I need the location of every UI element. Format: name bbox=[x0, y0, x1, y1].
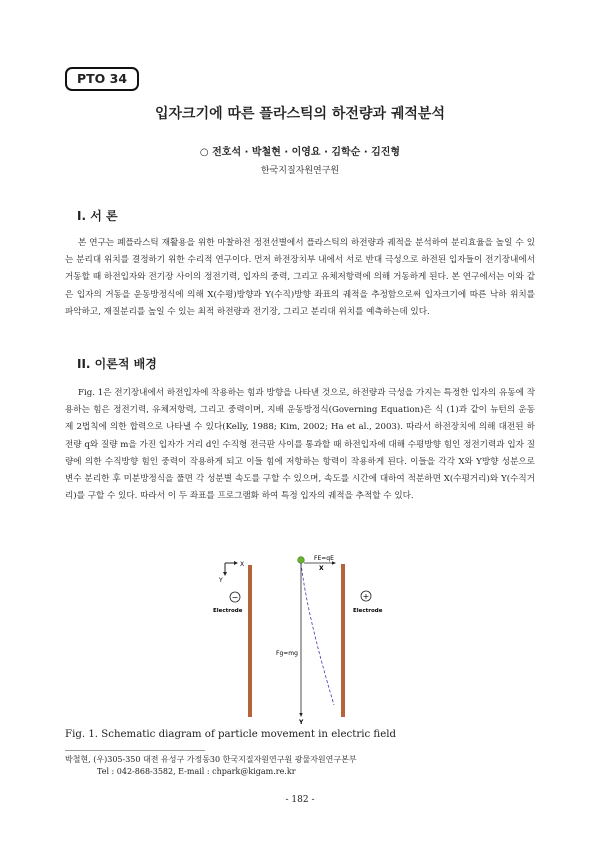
x-arrow-head bbox=[234, 561, 238, 565]
paper-title: 입자크기에 따른 플라스틱의 하전량과 궤적분석 bbox=[155, 106, 445, 122]
particle-trajectory bbox=[301, 563, 334, 705]
affiliation: 한국지질자원연구원 bbox=[260, 166, 340, 176]
axis-y-label: Y bbox=[219, 577, 223, 584]
session-badge: PTO 34 bbox=[65, 67, 139, 91]
electric-force-label: FE=qE bbox=[314, 555, 334, 562]
gravity-force-label: Fg=mg bbox=[276, 650, 298, 657]
footnote-contact: Tel : 042-868-3582, E-mail : chpark@kigam.re.kr bbox=[97, 767, 296, 776]
theory-paragraph: Fig. 1은 전기장내에서 하전입자에 작용하는 힘과 방향을 나타낸 것으로, 하전량과 극성을 가지는 특정한 입자의 유동에 작용하는 힘은 정전기력, 유체저항력, 그리고 중력이며, 지배 운동방정식(Governing Equation)은 식 (1)과 같이 뉴턴의 운동 제 2법칙에 의한 합력으로 나타낼 수 있다(Kelly, 1988; Kim, 2002; Ha et al., 2003). 따라서 하전장치에 의해 대전된 하전량 q와 질량 m을 가진 입자가 거리 d인 수직형 전극판 사이를 통과할 때 하전입자에 대해 수평방향 힘인 정전기력과 입자 질량에 의한 수직방향 힘인 중력이 작용하게 되고 이들 힘에 저항하는 항력이 작용하게 된다. 이들을 각각 X와 Y방향 성분으로 변수 분리한 후 미분방정식을 풀면 각 성분별 속도를 구할 수 있으며, 속도를 시간에 대하여 적분하면 X(수평거리)와 Y(수직거리)를 구할 수 있다. 따라서 이 두 좌표를 프로그램화 하여 특정 입자의 궤적을 추적할 수 있다. bbox=[65, 388, 535, 502]
page-number: - 182 - bbox=[285, 795, 315, 805]
electric-force-arrow-head bbox=[332, 561, 336, 564]
left-electrode-label: Electrode bbox=[213, 608, 243, 614]
footnote-divider bbox=[65, 750, 205, 751]
intro-paragraph: 본 연구는 폐플라스틱 재활용을 위한 마찰하전 정전선별에서 플라스틱의 하전량과 궤적을 분석하여 분리효율을 높일 수 있는 분리대 위치를 결정하기 위한 수리적 연구이다. 먼저 하전장치부 내에서 서로 반대 극성으로 하전된 입자들이 전기장내에서 거동할 때 하전입자와 전기장 사이의 정전기력, 입자의 중력, 그리고 유체저항력에 의해 거동하게 된다. 본 연구에서는 이와 같은 입자의 거동을 운동방정식에 의해 X(수평)방향과 Y(수직)방향 좌표의 궤적을 추정함으로써 입자크기에 따른 낙하 위치를 파악하고, 재질분리를 높일 수 있는 최적 하전량과 전기장, 그리고 분리대 위치를 예측하는데 있다. bbox=[65, 238, 535, 317]
horizontal-distance-label: X bbox=[319, 565, 324, 572]
right-electrode-plate bbox=[341, 564, 345, 717]
section-heading-intro: I. 서 론 bbox=[77, 209, 118, 223]
authors: ○ 전호석 · 박철현 · 이영요 · 김학순 · 김진형 bbox=[199, 147, 401, 158]
schematic-figure bbox=[205, 555, 395, 725]
figure-caption: Fig. 1. Schematic diagram of particle movement in electric field bbox=[65, 729, 397, 740]
axis-x-label: X bbox=[240, 561, 245, 568]
footnote-address: 박철현, (우)305-350 대전 유성구 가정동30 한국지질자원연구원 광물자원연구본부 bbox=[65, 755, 357, 764]
right-electrode-label: Electrode bbox=[353, 608, 383, 614]
y-arrow-head bbox=[223, 572, 227, 576]
minus-sign: − bbox=[231, 593, 239, 602]
plus-sign: + bbox=[362, 592, 370, 601]
left-electrode-plate bbox=[248, 565, 252, 717]
vertical-axis-head bbox=[299, 713, 302, 717]
section-heading-theory: II. 이론적 배경 bbox=[77, 357, 157, 371]
vertical-distance-label: Y bbox=[299, 719, 304, 725]
particle bbox=[298, 557, 305, 564]
